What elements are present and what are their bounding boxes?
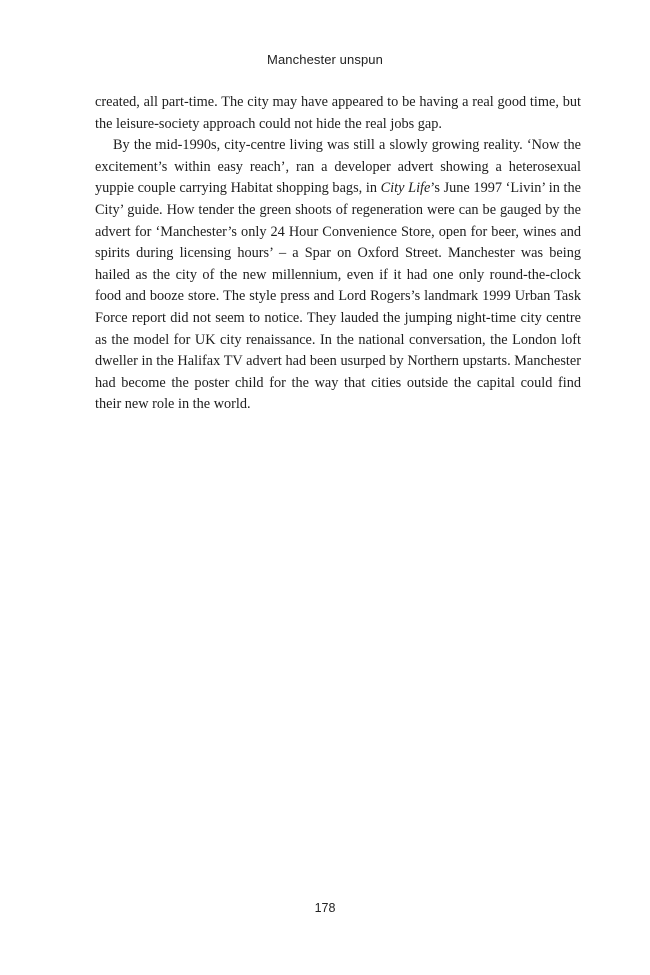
paragraph-1-text: created, all part-time. The city may have appeared to be having a real good time, but the leisure-society approach could not hide the real jobs gap. — [95, 94, 581, 132]
publication-title: City Life — [380, 180, 431, 197]
paragraph-2-text-a: By the mid-1990s, city-centre living was still a slowly growing reality. ‘Now the excitement’s within easy reach’, ran a developer advert showing a heterosexual yuppie couple carrying Habitat shopping bags, in — [95, 137, 581, 197]
paragraph-1 — [95, 92, 581, 135]
body-text — [95, 92, 581, 416]
page-number: 178 — [314, 901, 336, 915]
running-head: Manchester unspun — [267, 52, 383, 67]
paragraph-2 — [95, 135, 581, 416]
paragraph-2-text-b: ’s June 1997 ‘Livin’ in the City’ guide. How tender the green shoots of regeneration were can be gauged by the advert for ‘Manchester’s only 24 Hour Convenience Store, open for beer, wines and spirits during licensing hours’ – a Spar on Oxford Street. Manchester was being hailed as the city of the new millennium, even if it had one only round-the-clock food and booze store. The style press and Lord Rogers’s landmark 1999 Urban Task Force report did not seem to notice. They lauded the jumping night-time city centre as the model for UK city renaissance. In the national conversation, the London loft dweller in the Halifax TV advert had been usurped by Northern upstarts. Manchester had become the poster child for the way that cities outside the capital could find their new role in the world. — [95, 180, 581, 413]
